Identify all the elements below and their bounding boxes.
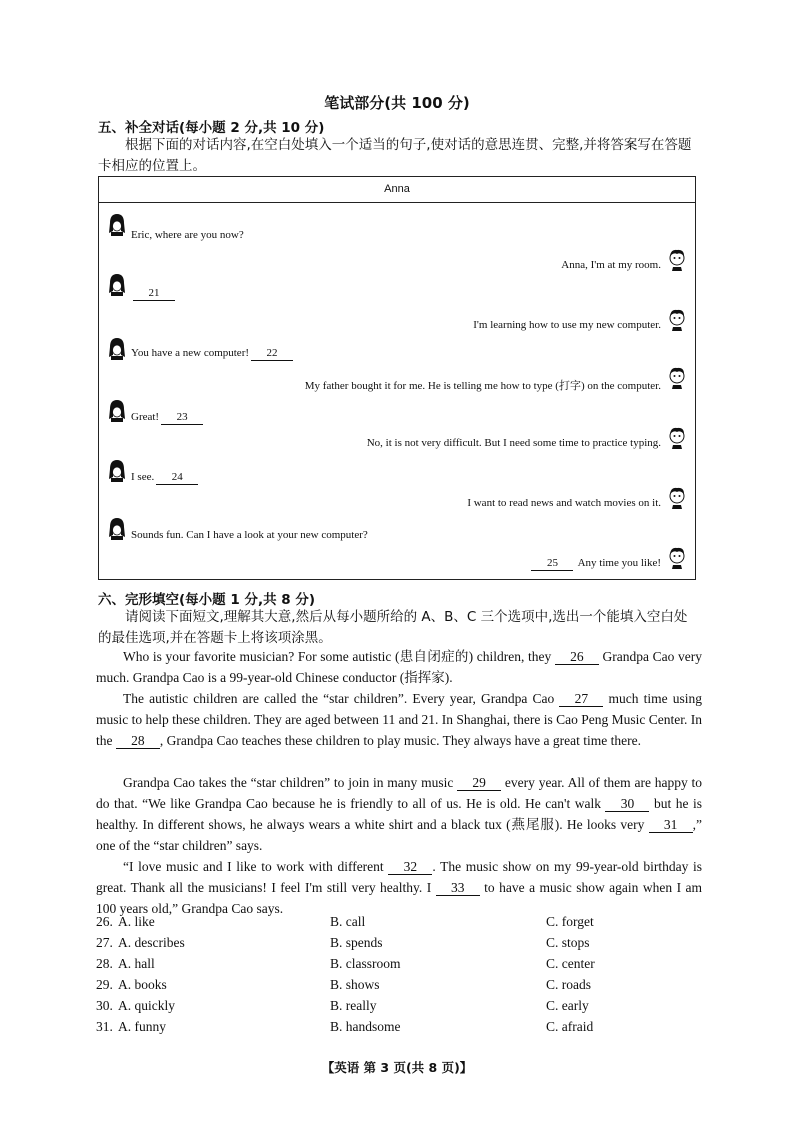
option-row: 27. A. describes B. spends C. stops	[96, 935, 590, 950]
option-b[interactable]: B. classroom	[330, 956, 401, 971]
gap-32[interactable]: 32	[388, 860, 432, 875]
passage-paragraph-1: Who is your favorite musician? For some autistic (患自闭症的) children, they 26 Grandpa Cao very much. Grandpa Cao is a 99-year-old Chinese conductor (指挥家).	[96, 649, 703, 685]
option-a[interactable]: A. funny	[118, 1019, 166, 1034]
girl-avatar-icon	[107, 399, 127, 423]
answer-options	[96, 914, 706, 1040]
section5-instruction: 根据下面的对话内容,在空白处填入一个适当的句子,使对话的意思连贯、完整,并将答案写在答题卡相应的位置上。	[98, 137, 692, 174]
section6-instruction: 请阅读下面短文,理解其大意,然后从每小题所给的 A、B、C 三个选项中,选出一个能填入空白处的最佳选项,并在答题卡上将该项涂黑。	[98, 609, 688, 646]
boy-avatar-icon	[667, 365, 687, 389]
dialog-line-11: Sounds fun. Can I have a look at your new computer?	[131, 529, 368, 541]
option-b[interactable]: B. call	[330, 914, 366, 929]
option-c[interactable]: C. roads	[546, 977, 591, 992]
gap-31[interactable]: 31	[649, 818, 693, 833]
girl-avatar-icon	[107, 459, 127, 483]
blank-23[interactable]: 23	[161, 411, 203, 425]
option-a[interactable]: A. books	[118, 977, 167, 992]
option-a[interactable]: A. like	[118, 914, 155, 929]
option-c[interactable]: C. early	[546, 998, 589, 1013]
gap-30[interactable]: 30	[605, 797, 649, 812]
passage-paragraph-2: The autistic children are called the “star children”. Every year, Grandpa Cao 27 much time using music to help these children. They are aged between 11 and 21. In Shanghai, there is Cao Peng Music Center. In the 28 , Grandpa Cao teaches these children to play music. They always have a great time there.	[96, 691, 703, 748]
blank-24[interactable]: 24	[156, 471, 198, 485]
option-row: 30. A. quickly B. really C. early	[96, 998, 589, 1013]
dialog-line-8: No, it is not very difficult. But I need some time to practice typing.	[366, 437, 661, 449]
boy-avatar-icon	[667, 485, 687, 509]
page-footer: 【英语 第 3 页(共 8 页)】	[321, 1060, 473, 1075]
dialog-line-6: My father bought it for me. He is telling me how to type (打字) on the computer.	[304, 380, 661, 392]
gap-27[interactable]: 27	[559, 692, 603, 707]
dialog-line-4: I'm learning how to use my new computer.	[473, 319, 661, 331]
option-b[interactable]: B. shows	[330, 977, 380, 992]
blank-21[interactable]: 21	[133, 287, 175, 301]
dialog-line-7: Great! 23	[131, 411, 205, 425]
boy-avatar-icon	[667, 545, 687, 569]
section5-heading: 五、补全对话(每小题 2 分,共 10 分)	[98, 120, 325, 136]
girl-avatar-icon	[107, 337, 127, 361]
boy-avatar-icon	[667, 307, 687, 331]
page-title: 笔试部分(共 100 分)	[324, 94, 470, 112]
gap-26[interactable]: 26	[555, 650, 599, 665]
gap-28[interactable]: 28	[116, 734, 160, 749]
option-c[interactable]: C. stops	[546, 935, 590, 950]
option-row: 31. A. funny B. handsome C. afraid	[96, 1019, 594, 1034]
girl-avatar-icon	[107, 213, 127, 237]
option-a[interactable]: A. quickly	[118, 998, 175, 1013]
option-b[interactable]: B. handsome	[330, 1019, 401, 1034]
dialog-line-9: I see. 24	[131, 471, 200, 485]
passage-paragraph-4: “I love music and I like to work with different 32 . The music show on my 99-year-old birthday is great. Thank all the musicians! I feel I'm still very healthy. I 33 to have a music show again when I am 100 years old,” Grandpa Cao says.	[96, 859, 703, 916]
girl-avatar-icon	[107, 273, 127, 297]
section6-heading: 六、完形填空(每小题 1 分,共 8 分)	[98, 592, 316, 608]
option-a[interactable]: A. describes	[118, 935, 185, 950]
gap-33[interactable]: 33	[436, 881, 480, 896]
option-c[interactable]: C. center	[546, 956, 595, 971]
option-c[interactable]: C. forget	[546, 914, 594, 929]
dialog-line-10: I want to read news and watch movies on it.	[467, 497, 661, 509]
dialog-line-2: Anna, I'm at my room.	[561, 259, 661, 271]
option-row: 29. A. books B. shows C. roads	[96, 977, 591, 992]
dialog-line-1: Eric, where are you now?	[131, 229, 244, 241]
dialog-box	[98, 176, 696, 580]
blank-25[interactable]: 25	[531, 557, 573, 571]
option-b[interactable]: B. really	[330, 998, 377, 1013]
option-b[interactable]: B. spends	[330, 935, 383, 950]
girl-avatar-icon	[107, 517, 127, 541]
boy-avatar-icon	[667, 247, 687, 271]
option-row: 28. A. hall B. classroom C. center	[96, 956, 595, 971]
blank-22[interactable]: 22	[251, 347, 293, 361]
dialog-line-12: 25 Any time you like!	[529, 557, 661, 571]
gap-29[interactable]: 29	[457, 776, 501, 791]
passage-paragraph-3: Grandpa Cao takes the “star children” to join in many music 29 every year. All of them are happy to do that. “We like Grandpa Cao because he is friendly to all of us. He is old. He can't walk 30 but he is healthy. In different shows, he always wears a white shirt and a black tux (燕尾服). He looks very 31 ,” one of the “star children” says.	[96, 775, 703, 853]
dialog-header: Anna	[99, 177, 695, 203]
option-c[interactable]: C. afraid	[546, 1019, 594, 1034]
boy-avatar-icon	[667, 425, 687, 449]
dialog-line-5: You have a new computer! 22	[131, 347, 295, 361]
option-a[interactable]: A. hall	[118, 956, 155, 971]
option-row: 26. A. like B. call C. forget	[96, 914, 594, 929]
dialog-line-3	[131, 287, 177, 301]
